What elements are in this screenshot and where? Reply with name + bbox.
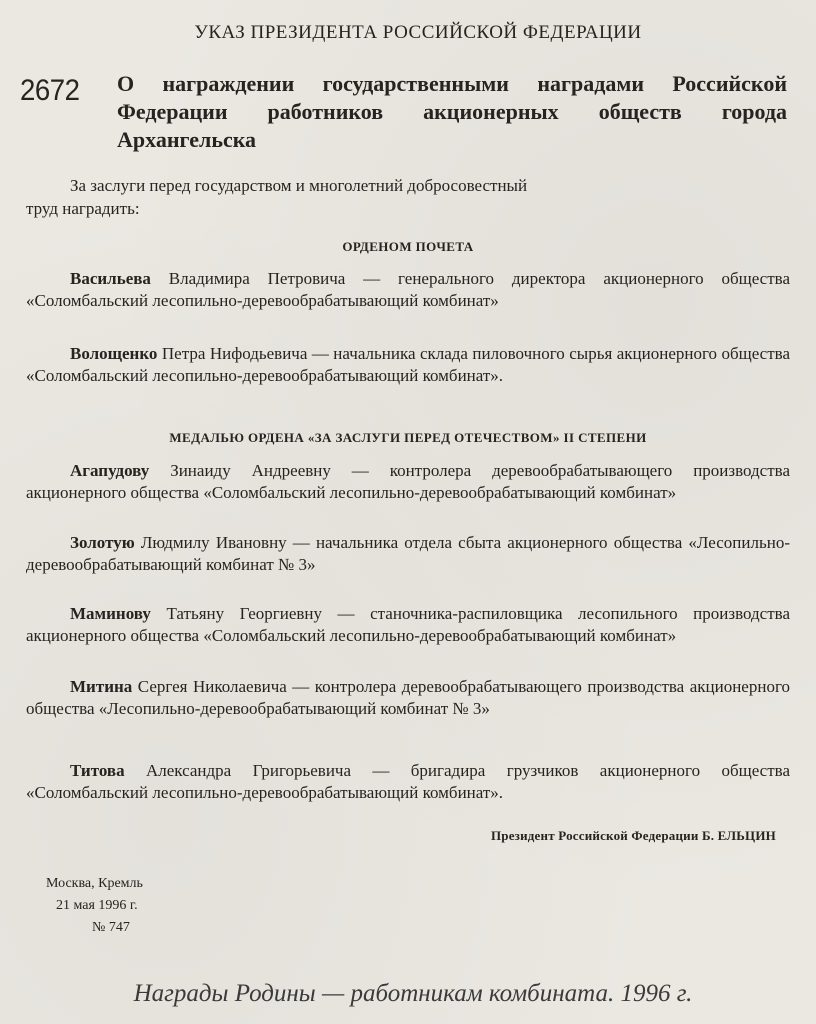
date-text: 21 мая 1996 г.: [56, 898, 138, 913]
award-recipient-details: Владимира Петровича — генерального директора акционерного общества «Соломбальский лесопильно-деревообрабатывающий комбинат»: [26, 269, 790, 310]
award-recipient-surname: Агапудову: [70, 461, 150, 480]
award-entry: [26, 532, 790, 576]
award-recipient-details: Татьяну Георгиевну — станочника-распиловщика лесопильного производства акционерного общества «Соломбальский лесопильно-деревообрабатывающий комбинат»: [26, 604, 790, 645]
decree-number: 2672: [20, 74, 80, 107]
award-recipient-details: Петра Нифодьевича — начальника склада пиловочного сырья акционерного общества «Соломбальский лесопильно-деревообрабатывающий комбинат».: [26, 344, 790, 385]
award-recipient-details: Александра Григорьевича — бригадира грузчиков акционерного общества «Соломбальский лесопильно-деревообрабатывающий комбинат».: [26, 761, 790, 802]
decree-title: О награждении государственными наградами Российской Федерации работников акционерных обществ города Архангельска: [117, 71, 787, 152]
photo-caption: Награды Родины — работникам комбината. 1996 г.: [133, 980, 693, 1007]
intro-text: За заслуги перед государством и многолетний добросовестный: [70, 176, 528, 195]
award-recipient-surname: Васильева: [70, 269, 151, 288]
decree-heading: УКАЗ ПРЕЗИДЕНТА РОССИЙСКОЙ ФЕДЕРАЦИИ: [194, 22, 642, 43]
award-recipient-details: Зинаиду Андреевну — контролера деревообрабатывающего производства акционерного общества «Соломбальский лесопильно-деревообрабатывающий комбинат»: [26, 461, 790, 502]
section-title-order: ОРДЕНОМ ПОЧЕТА: [342, 239, 474, 254]
award-recipient-surname: Золотую: [70, 533, 135, 552]
award-recipient-surname: Волощенко: [70, 344, 158, 363]
award-recipient-surname: Маминову: [70, 604, 151, 623]
award-recipient-surname: Титова: [70, 761, 125, 780]
award-entry: [26, 268, 790, 312]
intro-text-continued: труд наградить:: [26, 199, 140, 218]
award-recipient-surname: Митина: [70, 677, 133, 696]
signature-line: Президент Российской Федерации Б. ЕЛЬЦИН: [490, 828, 776, 843]
award-recipient-details: Сергея Николаевича — контролера деревообрабатывающего производства акционерного общества «Лесопильно-деревообрабатывающий комбинат № 3»: [26, 677, 790, 718]
place-text: Москва, Кремль: [46, 876, 143, 891]
award-entry: [26, 460, 790, 504]
award-entry: [26, 343, 790, 387]
award-entry: [26, 760, 790, 804]
section-title-medal: МЕДАЛЬЮ ОРДЕНА «ЗА ЗАСЛУГИ ПЕРЕД ОТЕЧЕСТВОМ» II СТЕПЕНИ: [169, 430, 647, 445]
award-recipient-details: Людмилу Ивановну — начальника отдела сбыта акционерного общества «Лесопильно-деревообрабатывающий комбинат № 3»: [26, 533, 790, 574]
decree-serial-number: № 747: [92, 920, 130, 935]
award-entry: [26, 676, 790, 720]
place-and-date: [46, 873, 143, 939]
award-entry: [26, 603, 790, 647]
